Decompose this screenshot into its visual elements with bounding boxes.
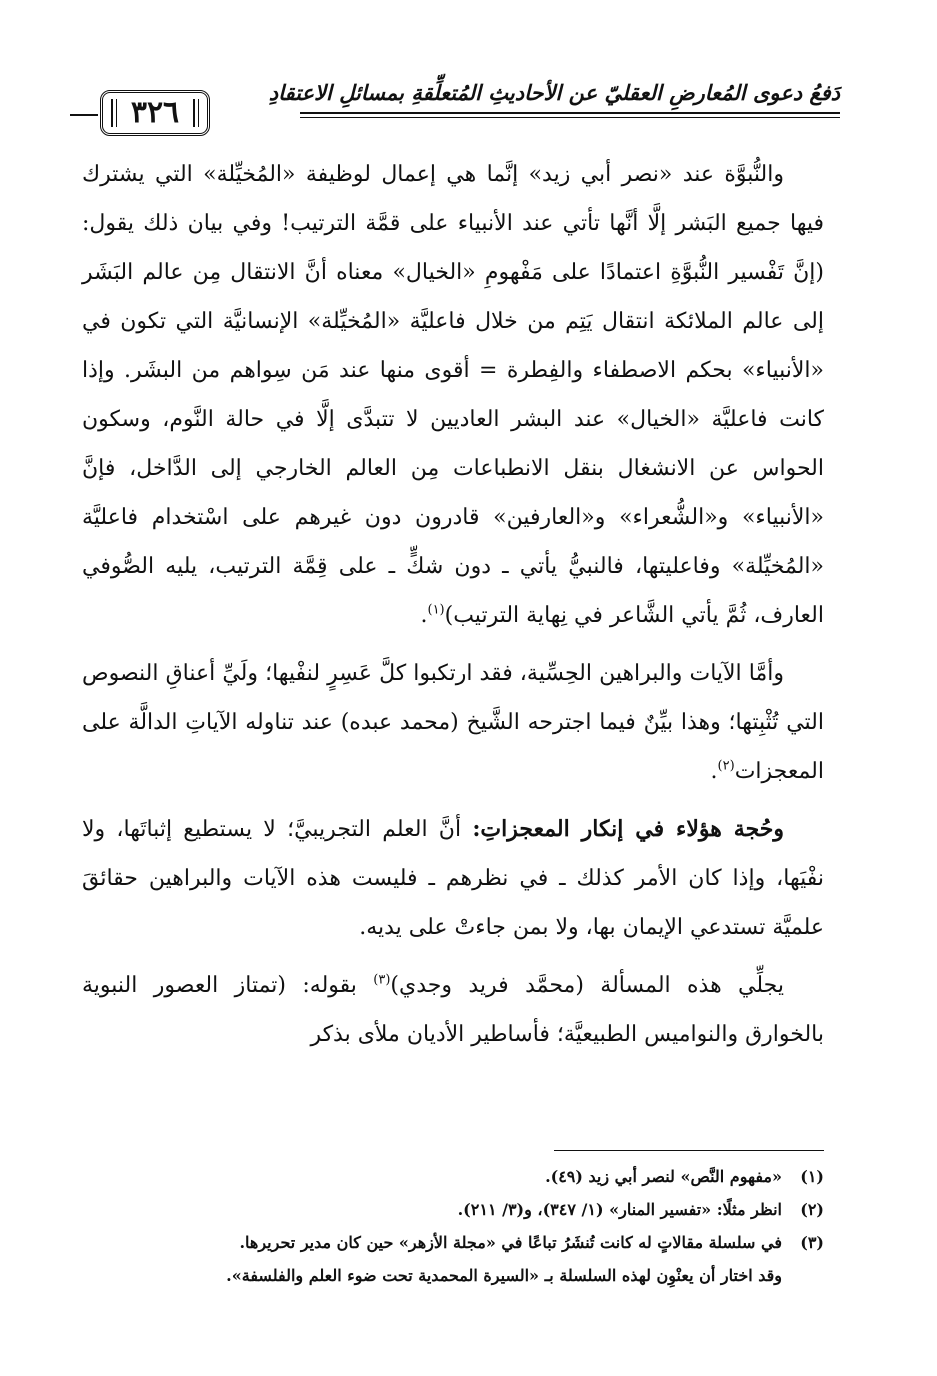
footnote-number: (٢) [800, 1200, 824, 1219]
paragraph [82, 649, 824, 796]
paragraph-text: أنَّ العلم التجريبيَّ؛ لا يستطيع إثباتَها، ولا نفْيَها، وإذا كان الأمر كذلك ـ في نظرهم ـ فليست هذه الآيات والبراهين حقائقَ علميَّة تستدعي الإيمان بها، ولا بمن جاءتْ على يديه. [82, 817, 824, 940]
footnotes [82, 1160, 824, 1292]
footnote-continuation: وقد اختار أن يعنْوِن لهذه السلسلة بـ «السيرة المحمدية تحت ضوء العلم والفلسفة». [226, 1266, 782, 1285]
footnote [82, 1193, 824, 1226]
footnote-ref: (٣) [373, 972, 391, 988]
footnote-separator [554, 1150, 824, 1151]
footnote-ref: (٢) [717, 758, 735, 774]
paragraph [82, 805, 824, 952]
paragraph [82, 961, 824, 1059]
header-rule-thin [300, 117, 840, 118]
paragraph-text: يجلِّي هذه المسألة (محمَّد فريد وجدي) [390, 973, 784, 998]
paragraph-tail: . [710, 759, 718, 784]
header-rule-left [70, 114, 98, 116]
paragraph [82, 150, 824, 640]
page-number-frame [100, 90, 210, 136]
footnote-body: في سلسلة مقالاتٍ له كانت تُنشَرُ تباعًا في «مجلة الأزهر» حين كان مدير تحريرها. [239, 1233, 782, 1252]
footnote-ref: (١) [427, 602, 445, 618]
paragraph-text: والنُّبوَّة عند «نصر أبي زيد» إنَّما هي إعمال لوظيفة «المُخيِّلة» التي يشترك فيها جميع البَشر إلَّا أنَّها تأتي عند الأنبياء على قمَّة الترتيب! وفي بيان ذلك يقول: (إنَّ تَفْسير النُّبوَّةِ اعتمادًا على مَفْهومِ «الخيال» معناه أنَّ الانتقال مِن عالم البَشَر إلى عالم الملائكة انتقال يَتِم من خلال فاعليَّة «المُخيِّلة» الإنسانيَّة التي تكون في «الأنبياء» بحكم الاصطفاء والفِطرة = أقوى منها عند مَن سِواهم من البشَر. وإذا كانت فاعليَّة «الخيال» عند البشر العاديين لا تتبدَّى إلَّا في حالة النَّوم، وسكون الحواس عن الانشغال بنقل الانطباعات مِن العالم الخارجي إلى الدَّاخل، فإنَّ «الأنبياء» و«الشُّعراء» و«العارفين» قادرون دون غيرهم على اسْتخدام فاعليَّة «المُخيِّلة» وفاعليتها، فالنبيُّ يأتي ـ دون شكٍّ ـ على قِمَّة الترتيب، يليه الصُّوفي العارف، ثُمَّ يأتي الشَّاعر في نِهاية الترتيب) [82, 162, 824, 628]
footnote-text [82, 1160, 782, 1193]
header-rule [300, 112, 840, 114]
main-text [82, 150, 824, 1059]
paragraph-tail: بقوله: (تمتاز العصور النبوية بالخوارق والنواميس الطبيعيَّة؛ فأساطير الأديان ملأى بذكر [82, 973, 824, 1047]
paragraph-lead: وحُجة هؤلاء في إنكار المعجزاتِ: [472, 816, 784, 842]
running-header [80, 62, 840, 132]
footnote-text [82, 1226, 782, 1259]
running-header-title: دَفعُ دعوى المُعارضِ العقليّ عن الأحاديثِ المُتعلِّقةِ بمسائلِ الاعتقادِ [268, 80, 840, 105]
footnote-body: «تفسير المنار» (١/ ٣٤٧)، و(٣/ ٢١١). [457, 1200, 717, 1219]
footnote [82, 1160, 824, 1193]
paragraph-text: وأمَّا الآيات والبراهين الحِسِّية، فقد ارتكبوا كلَّ عَسِرٍ لنفْيها؛ ولَيِّ أعناقِ النصوص التي تُثْبِتها؛ وهذا بيِّنٌ فيما اجترحه الشَّيخ (محمد عبده) عند تناوله الآياتِ الدالَّة على المعجزات [82, 661, 824, 784]
footnote [82, 1226, 824, 1259]
footnote-number: (٣) [800, 1233, 824, 1252]
footnote-body: «مفهوم النَّص» لنصر أبي زيد (٤٩). [545, 1167, 782, 1186]
footnote-text [82, 1193, 782, 1226]
paragraph-tail: . [420, 603, 428, 628]
page-number: ٣٢٦ [130, 95, 180, 130]
footnote-key: انظر مثلًا: [716, 1200, 782, 1219]
footnote-number: (١) [800, 1167, 824, 1186]
